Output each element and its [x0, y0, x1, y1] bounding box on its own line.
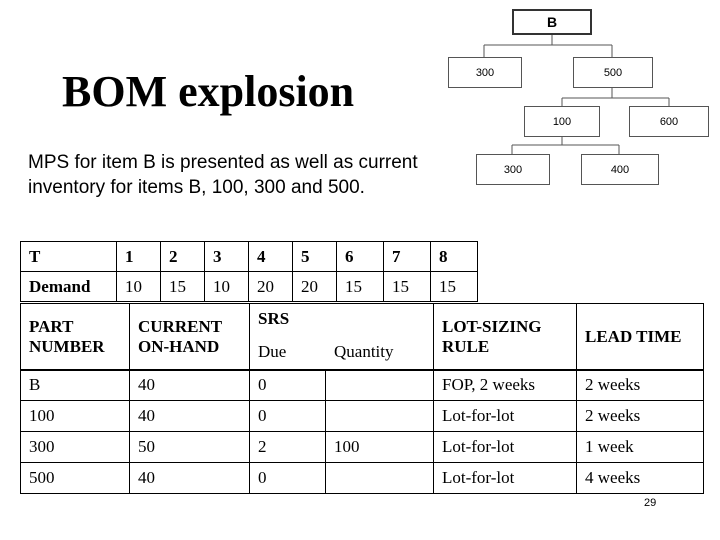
- page-number: 29: [644, 497, 657, 509]
- cell-lead: 2 weeks: [577, 401, 704, 432]
- cell-quantity: [326, 463, 434, 494]
- cell-lead: 4 weeks: [577, 463, 704, 494]
- cell-onhand: 40: [130, 401, 250, 432]
- inventory-row: [21, 463, 704, 494]
- cell-part: 100: [21, 401, 130, 432]
- inventory-body: [20, 369, 704, 494]
- cell-due: 2: [250, 432, 326, 463]
- tree-node-l2-b: 600: [629, 106, 709, 137]
- mps-period: 3: [205, 242, 249, 272]
- bom-tree-diagram: [440, 0, 720, 200]
- cell-rule: Lot-for-lot: [434, 401, 577, 432]
- mps-period-row: [21, 242, 478, 272]
- cell-quantity: [326, 370, 434, 401]
- header-current-on-hand: CURRENT ON-HAND: [130, 304, 250, 371]
- mps-period: 6: [337, 242, 384, 272]
- tree-node-l1-a: 300: [448, 57, 522, 88]
- cell-due: 0: [250, 370, 326, 401]
- header-lot-sizing-rule: LOT-SIZING RULE: [434, 304, 577, 371]
- header-srs-quantity: Quantity: [334, 342, 394, 361]
- mps-period: 1: [117, 242, 161, 272]
- cell-due: 0: [250, 401, 326, 432]
- cell-onhand: 40: [130, 370, 250, 401]
- mps-demand-value: 10: [205, 272, 249, 302]
- cell-rule: Lot-for-lot: [434, 463, 577, 494]
- mps-period: 2: [161, 242, 205, 272]
- cell-rule: FOP, 2 weeks: [434, 370, 577, 401]
- header-lead-time: LEAD TIME: [577, 304, 704, 371]
- inventory-row: [21, 401, 704, 432]
- tree-node-l2-a: 100: [524, 106, 600, 137]
- inventory-row: [21, 370, 704, 401]
- cell-lead: 2 weeks: [577, 370, 704, 401]
- header-srs-label: SRS: [258, 309, 290, 328]
- slide-title: BOM explosion: [62, 67, 355, 116]
- cell-onhand: 50: [130, 432, 250, 463]
- cell-part: 500: [21, 463, 130, 494]
- header-srs-due: Due: [258, 342, 287, 361]
- inventory-table: [20, 303, 704, 371]
- mps-table: [20, 241, 478, 302]
- tree-node-l1-b: 500: [573, 57, 653, 88]
- cell-quantity: 100: [326, 432, 434, 463]
- tree-node-root: B: [512, 9, 592, 35]
- inventory-row: [21, 432, 704, 463]
- mps-period: 4: [249, 242, 293, 272]
- mps-demand-value: 20: [249, 272, 293, 302]
- mps-demand-value: 15: [384, 272, 431, 302]
- inventory-header-row: [21, 304, 704, 371]
- intro-text: MPS for item B is presented as well as current inventory for items B, 100, 300 and 500.: [28, 152, 418, 198]
- mps-period: 8: [431, 242, 478, 272]
- cell-rule: Lot-for-lot: [434, 432, 577, 463]
- mps-t-label: T: [21, 242, 117, 272]
- mps-demand-value: 20: [293, 272, 337, 302]
- mps-demand-value: 10: [117, 272, 161, 302]
- cell-part: B: [21, 370, 130, 401]
- cell-lead: 1 week: [577, 432, 704, 463]
- cell-part: 300: [21, 432, 130, 463]
- header-part-number: PART NUMBER: [21, 304, 130, 371]
- mps-demand-label: Demand: [21, 272, 117, 302]
- cell-quantity: [326, 401, 434, 432]
- mps-demand-row: [21, 272, 478, 302]
- cell-onhand: 40: [130, 463, 250, 494]
- mps-period: 5: [293, 242, 337, 272]
- tree-node-l3-a: 300: [476, 154, 550, 185]
- tree-node-l3-b: 400: [581, 154, 659, 185]
- mps-demand-value: 15: [161, 272, 205, 302]
- mps-period: 7: [384, 242, 431, 272]
- cell-due: 0: [250, 463, 326, 494]
- header-srs: [250, 304, 434, 371]
- mps-demand-value: 15: [337, 272, 384, 302]
- mps-demand-value: 15: [431, 272, 478, 302]
